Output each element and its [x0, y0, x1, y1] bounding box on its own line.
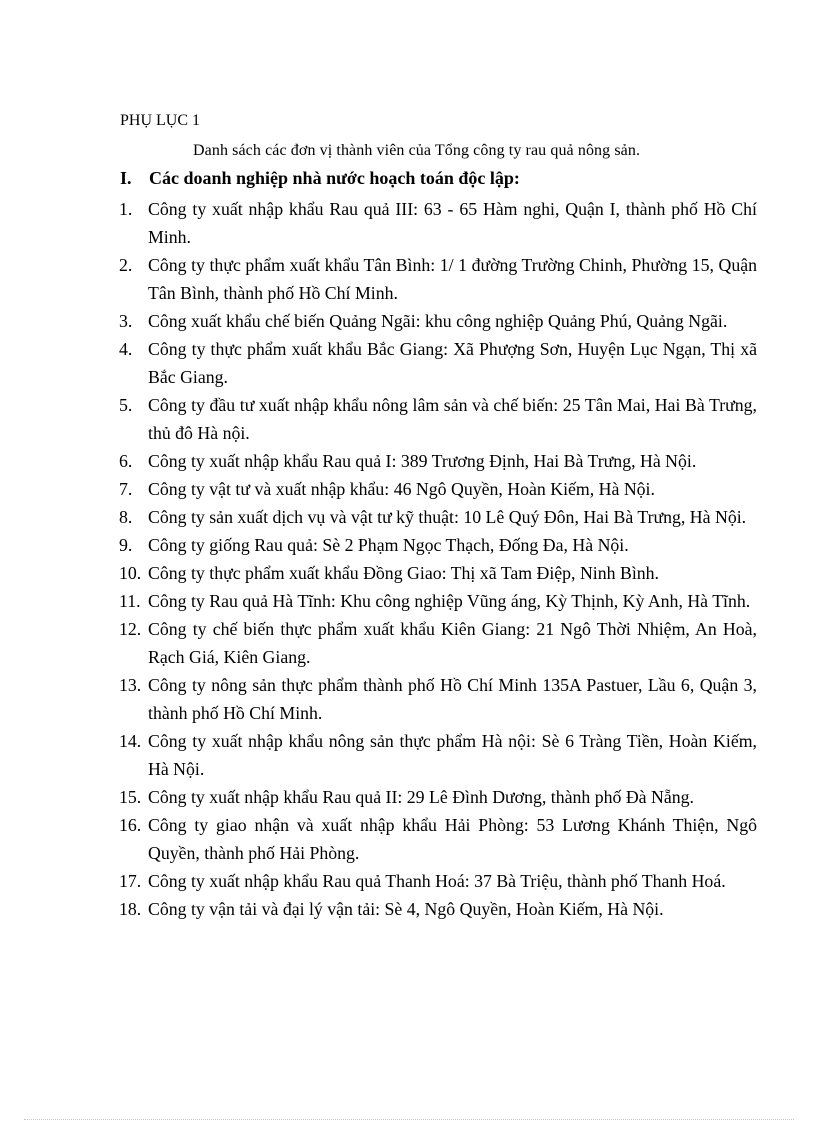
document-subtitle: Danh sách các đơn vị thành viên của Tổng công ty rau quả nông sản.	[193, 142, 641, 159]
page-bottom-divider	[24, 1119, 794, 1120]
item-text: Công ty xuất nhập khẩu Rau quả III: 63 - 65 Hàm nghi, Quận I, thành phố Hồ Chí Minh.	[148, 199, 757, 247]
item-number: 5.	[119, 395, 133, 415]
item-text: Công ty vận tải và đại lý vận tải: Sè 4, Ngô Quyền, Hoàn Kiếm, Hà Nội.	[148, 899, 664, 919]
item-number: 12.	[119, 619, 142, 639]
list-item	[119, 811, 757, 867]
list-item	[119, 727, 757, 783]
list-item	[119, 531, 757, 559]
item-text: Công ty đầu tư xuất nhập khẩu nông lâm sản và chế biến: 25 Tân Mai, Hai Bà Trưng, thủ đô Hà nội.	[148, 395, 757, 443]
item-text: Công xuất khẩu chế biến Quảng Ngãi: khu công nghiệp Quảng Phú, Quảng Ngãi.	[148, 311, 728, 331]
appendix-title: PHỤ LỤC 1	[120, 112, 201, 129]
list-item	[119, 475, 757, 503]
section-heading	[120, 167, 760, 189]
item-number: 2.	[119, 255, 133, 275]
list-item	[119, 503, 757, 531]
list-item	[119, 895, 757, 923]
list-item	[119, 867, 757, 895]
item-number: 3.	[119, 311, 133, 331]
item-text: Công ty xuất nhập khẩu Rau quả I: 389 Trương Định, Hai Bà Trưng, Hà Nội.	[148, 451, 697, 471]
list-item	[119, 195, 757, 251]
section-title: Các doanh nghiệp nhà nước hoạch toán độc lập:	[149, 168, 520, 188]
list-item	[119, 307, 757, 335]
item-number: 18.	[119, 899, 142, 919]
item-number: 4.	[119, 339, 133, 359]
list-item	[119, 783, 757, 811]
item-number: 11.	[119, 591, 141, 611]
item-text: Công ty xuất nhập khẩu Rau quả Thanh Hoá: 37 Bà Triệu, thành phố Thanh Hoá.	[148, 871, 726, 891]
item-text: Công ty thực phẩm xuất khẩu Đồng Giao: Thị xã Tam Điệp, Ninh Bình.	[148, 563, 659, 583]
list-item	[119, 615, 757, 671]
list-item	[119, 559, 757, 587]
enterprise-list	[0, 195, 816, 923]
item-number: 6.	[119, 451, 133, 471]
list-item	[119, 335, 757, 391]
item-number: 8.	[119, 507, 133, 527]
item-text: Công ty thực phẩm xuất khẩu Bắc Giang: Xã Phượng Sơn, Huyện Lục Ngạn, Thị xã Bắc Giang.	[148, 339, 757, 387]
item-text: Công ty xuất nhập khẩu nông sản thực phẩm Hà nội: Sè 6 Tràng Tiền, Hoàn Kiếm, Hà Nội.	[148, 731, 757, 779]
list-item	[119, 671, 757, 727]
list-item	[119, 251, 757, 307]
item-number: 14.	[119, 731, 142, 751]
item-number: 9.	[119, 535, 133, 555]
item-text: Công ty nông sản thực phẩm thành phố Hồ Chí Minh 135A Pastuer, Lầu 6, Quận 3, thành phố Hồ Chí Minh.	[148, 675, 757, 723]
list-item	[119, 447, 757, 475]
item-text: Công ty giống Rau quả: Sè 2 Phạm Ngọc Thạch, Đống Đa, Hà Nội.	[148, 535, 629, 555]
item-number: 17.	[119, 871, 142, 891]
item-text: Công ty giao nhận và xuất nhập khẩu Hải Phòng: 53 Lương Khánh Thiện, Ngô Quyền, thành phố Hải Phòng.	[148, 815, 757, 863]
item-text: Công ty xuất nhập khẩu Rau quả II: 29 Lê Đình Dương, thành phố Đà Nẵng.	[148, 787, 694, 807]
item-text: Công ty chế biến thực phẩm xuất khẩu Kiên Giang: 21 Ngô Thời Nhiệm, An Hoà, Rạch Giá, Kiên Giang.	[148, 619, 757, 667]
item-text: Công ty sản xuất dịch vụ và vật tư kỹ thuật: 10 Lê Quý Đôn, Hai Bà Trưng, Hà Nội.	[148, 507, 747, 527]
item-number: 16.	[119, 815, 142, 835]
item-number: 1.	[119, 199, 133, 219]
item-text: Công ty vật tư và xuất nhập khẩu: 46 Ngô Quyền, Hoàn Kiếm, Hà Nội.	[148, 479, 655, 499]
item-number: 7.	[119, 479, 133, 499]
section-number: I.	[120, 168, 132, 188]
list-item	[119, 391, 757, 447]
item-number: 15.	[119, 787, 142, 807]
item-text: Công ty thực phẩm xuất khẩu Tân Bình: 1/ 1 đường Trường Chinh, Phường 15, Quận Tân Bình, thành phố Hồ Chí Minh.	[148, 255, 757, 303]
item-text: Công ty Rau quả Hà Tĩnh: Khu công nghiệp Vũng áng, Kỳ Thịnh, Kỳ Anh, Hà Tĩnh.	[148, 591, 751, 611]
list-item	[119, 587, 757, 615]
item-number: 13.	[119, 675, 142, 695]
item-number: 10.	[119, 563, 142, 583]
